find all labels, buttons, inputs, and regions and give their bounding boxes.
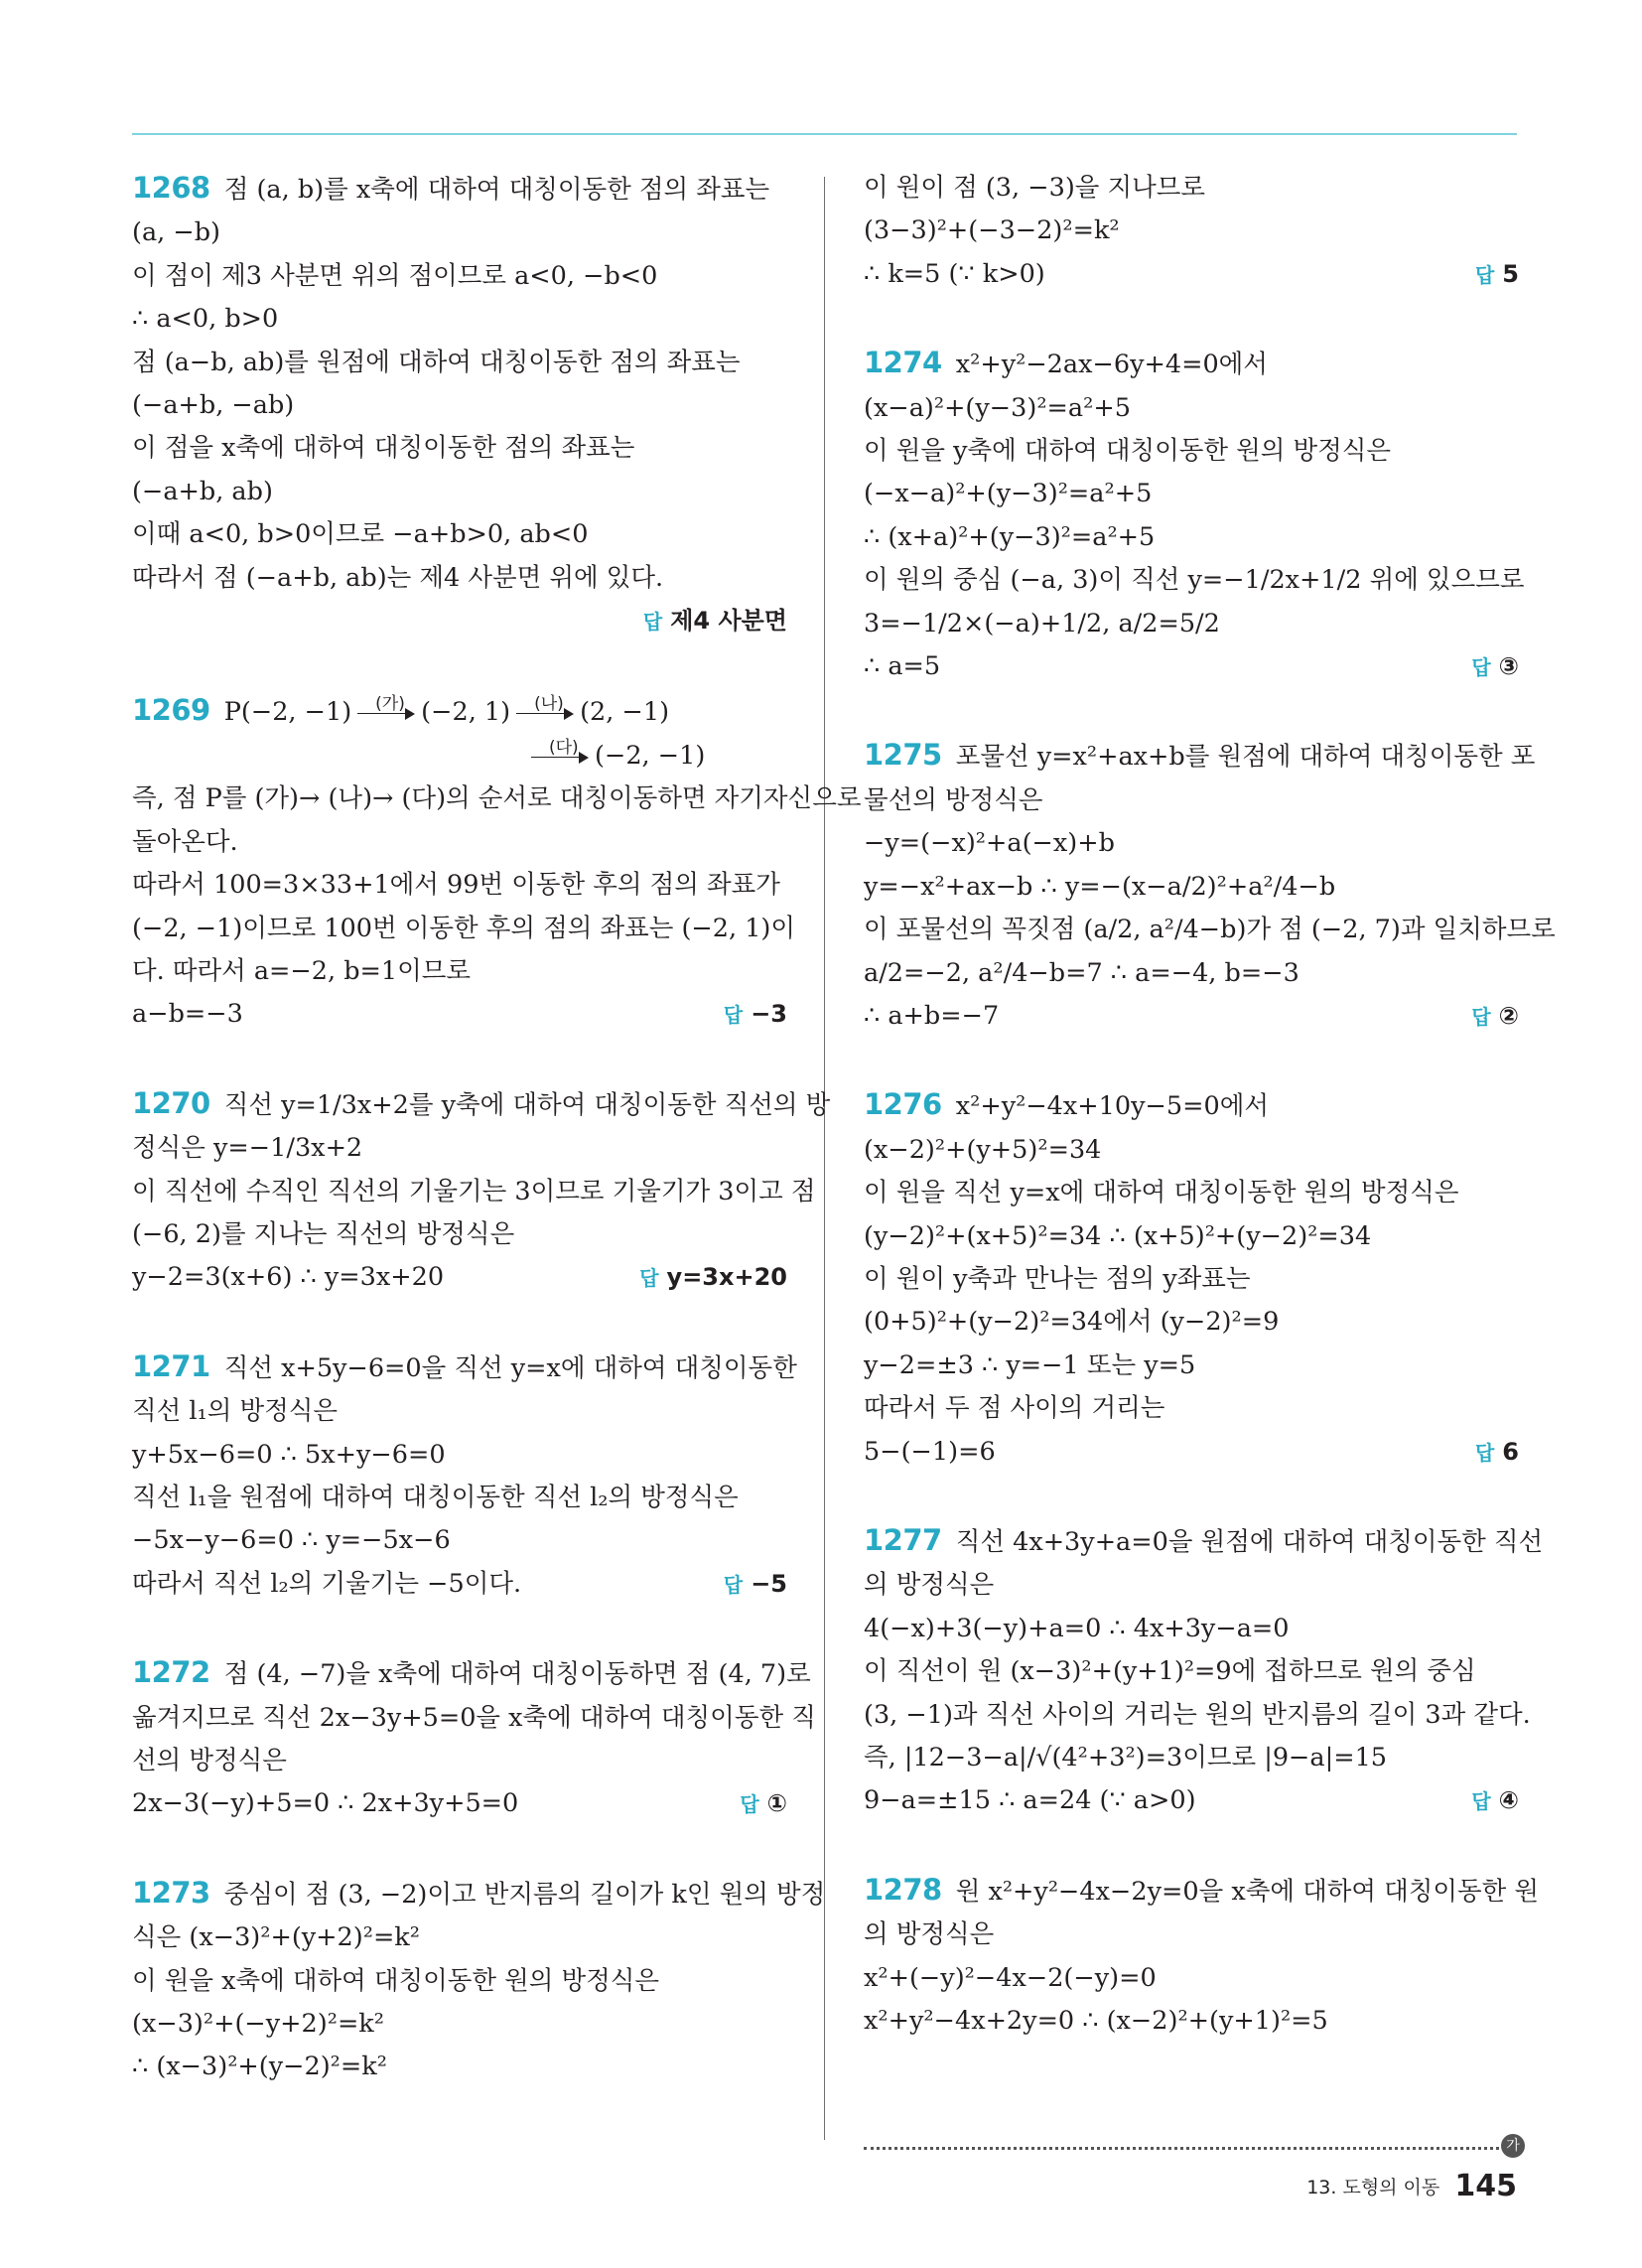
answer — [1471, 995, 1519, 1039]
problem-block — [864, 167, 1519, 296]
solution-line — [132, 2046, 787, 2088]
footer-dotted-rule — [864, 2147, 1499, 2150]
line-text: 이 원이 점 (3, −3)을 지나므로 — [864, 173, 1206, 203]
solution-line — [864, 210, 1519, 252]
line-text: 즉, |12−3−a|/√(4²+3²)=3이므로 |9−a|=15 — [864, 1743, 1388, 1772]
problem-number: 1275 — [864, 738, 942, 773]
problem-block — [132, 1346, 797, 1606]
line-text: 즉, 점 P를 (가)→ (나)→ (다)의 순서로 대칭이동하면 자기자신으로 — [132, 783, 862, 814]
solution-line — [132, 1563, 787, 1606]
chapter-title: 13. 도형의 이동 — [1306, 2177, 1440, 2198]
line-text: 옮겨지므로 직선 2x−3y+5=0을 x축에 대하여 대칭이동한 직 — [132, 1702, 816, 1733]
line-text: 이 원을 y축에 대하여 대칭이동한 원의 방정식은 — [864, 436, 1392, 467]
solution-line — [864, 1258, 1519, 1301]
answer-label: 답 — [642, 610, 663, 635]
line-text: −y=(−x)²+a(−x)+b — [864, 828, 1115, 859]
answer — [1475, 253, 1519, 297]
solution-line — [132, 1171, 816, 1213]
solution-line — [132, 821, 787, 864]
solution-line — [864, 559, 1525, 602]
line-text: ∴ a<0, b>0 — [132, 304, 279, 335]
problem-number: 1277 — [864, 1522, 942, 1557]
line-text: 4(−x)+3(−y)+a=0 ∴ 4x+3y−a=0 — [864, 1613, 1290, 1643]
solution-line — [132, 298, 787, 341]
solution-line — [132, 1916, 787, 1959]
solution-line — [864, 473, 1519, 515]
line-text: (y−2)²+(x+5)²=34 ∴ (x+5)²+(y−2)²=34 — [864, 1220, 1372, 1251]
answer-label: 답 — [1471, 655, 1491, 680]
problem-block — [864, 1083, 1519, 1474]
line-text: (0+5)²+(y−2)²=34에서 (y−2)²=9 — [864, 1307, 1280, 1338]
line-text: 중심이 점 (3, −2)이고 반지름의 길이가 k인 원의 방정 — [223, 1879, 826, 1910]
line-text: −5x−y−6=0 ∴ y=−5x−6 — [132, 1525, 451, 1556]
line-text: ∴ (x+a)²+(y−3)²=a²+5 — [864, 521, 1156, 552]
line-text: (x−a)²+(y−3)²=a²+5 — [864, 392, 1131, 423]
solution-line — [864, 1737, 1519, 1779]
solution-line — [132, 513, 787, 556]
line-text: x²+y²−2ax−6y+4=0에서 — [955, 350, 1268, 380]
line-text: 의 방정식은 — [864, 1570, 995, 1601]
solution-line — [132, 384, 787, 427]
answer — [1471, 1779, 1519, 1823]
solution-line — [864, 866, 1519, 909]
solution-line — [864, 1914, 1519, 1956]
problem-block — [864, 1519, 1544, 1823]
solution-line — [132, 1740, 787, 1782]
solution-line — [864, 734, 1536, 779]
solution-line — [132, 1782, 787, 1825]
line-text: 직선 4x+3y+a=0을 원점에 대하여 대칭이동한 직선 — [955, 1526, 1544, 1557]
solution-line — [864, 822, 1519, 865]
solution-line — [132, 2003, 787, 2046]
left-column — [132, 167, 862, 2135]
line-text: 원 x²+y²−4x−2y=0을 x축에 대하여 대칭이동한 원 — [955, 1876, 1540, 1907]
answer-value: ② — [1498, 1001, 1519, 1030]
solution-line — [864, 516, 1519, 559]
solution-line — [864, 909, 1556, 951]
line-text: 포물선 y=x²+ax+b를 원점에 대하여 대칭이동한 포 — [955, 742, 1536, 773]
line-text: x²+(−y)²−4x−2(−y)=0 — [864, 1962, 1157, 1993]
line-text: y+5x−6=0 ∴ 5x+y−6=0 — [132, 1439, 446, 1470]
answer-label: 답 — [639, 1266, 659, 1291]
solution-line — [132, 1082, 831, 1127]
line-text: 점 (a, b)를 x축에 대하여 대칭이동한 점의 좌표는 — [223, 175, 770, 205]
problem-block — [132, 1651, 816, 1826]
solution-line — [864, 1869, 1540, 1914]
solution-line — [864, 1215, 1519, 1258]
solution-line — [864, 1301, 1519, 1344]
line-text: 이 포물선의 꼭짓점 (a/2, a²/4−b)가 점 (−2, 7)과 일치하므로 — [864, 915, 1556, 945]
solution-line — [132, 993, 787, 1036]
line-text: 이 직선이 원 (x−3)²+(y+1)²=9에 접하므로 원의 중심 — [864, 1656, 1476, 1687]
line-text: 선의 방정식은 — [132, 1746, 287, 1775]
line-text: (−2, −1)이므로 100번 이동한 후의 점의 좌표는 (−2, 1)이 — [132, 913, 796, 943]
line-text: (3, −1)과 직선 사이의 거리는 원의 반지름의 길이 3과 같다. — [864, 1699, 1531, 1730]
line-text: a/2=−2, a²/4−b=7 ∴ a=−4, b=−3 — [864, 957, 1300, 988]
solution-line — [132, 212, 787, 254]
line-text: 2x−3(−y)+5=0 ∴ 2x+3y+5=0 — [132, 1788, 519, 1819]
line-text: 이 점을 x축에 대하여 대칭이동한 점의 좌표는 — [132, 433, 635, 464]
arrow-label: (나) — [534, 694, 564, 715]
answer-value: ④ — [1498, 1786, 1519, 1815]
line-text: 이 원을 직선 y=x에 대하여 대칭이동한 원의 방정식은 — [864, 1178, 1459, 1208]
solution-line — [864, 1129, 1519, 1172]
solution-line — [864, 1564, 1519, 1607]
arrow-label: (다) — [549, 737, 579, 758]
problem-number: 1273 — [132, 1875, 210, 1910]
line-text: 직선 l₁을 원점에 대하여 대칭이동한 직선 l₂의 방정식은 — [132, 1482, 739, 1512]
solution-line — [864, 430, 1519, 473]
line-text: y−2=3(x+6) ∴ y=3x+20 — [132, 1262, 445, 1293]
line-text: ∴ (x−3)²+(y−2)²=k² — [132, 2052, 387, 2082]
answer-value: −3 — [751, 1000, 787, 1029]
arrow-icon — [531, 737, 589, 765]
solution-line — [864, 1083, 1519, 1128]
arrow-icon — [357, 694, 415, 721]
answer-label: 답 — [740, 1792, 759, 1817]
line-text: (x−3)²+(−y+2)²=k² — [132, 2009, 384, 2040]
line-text: 이 원이 y축과 만나는 점의 y좌표는 — [864, 1263, 1251, 1294]
line-text: 이때 a<0, b>0이므로 −a+b>0, ab<0 — [132, 519, 589, 550]
solution-line — [132, 255, 787, 298]
line-text: 5−(−1)=6 — [864, 1436, 996, 1467]
solution-line — [864, 1172, 1519, 1214]
problem-block — [864, 1869, 1540, 2044]
answer — [639, 1256, 787, 1300]
line-text: (3−3)²+(−3−2)²=k² — [864, 215, 1120, 246]
answer — [740, 1782, 787, 1826]
line-text: x²+y²−4x+10y−5=0에서 — [955, 1091, 1269, 1122]
line-text: ∴ a=5 — [864, 651, 941, 682]
solution-line — [132, 557, 787, 600]
problem-number: 1274 — [864, 346, 942, 380]
answer-value: 6 — [1502, 1437, 1519, 1466]
problem-block — [864, 342, 1525, 688]
line-text: 의 방정식은 — [864, 1919, 995, 1950]
line-text: ∴ k=5 (∵ k>0) — [864, 258, 1045, 289]
answer-value: ③ — [1498, 652, 1519, 681]
problem-number: 1276 — [864, 1087, 942, 1122]
solution-line — [864, 1345, 1519, 1387]
top-rule — [132, 133, 1517, 135]
line-text: (−x−a)²+(y−3)²=a²+5 — [864, 479, 1153, 509]
chain-mid: (−2, 1) — [421, 697, 511, 728]
line-text: (x−2)²+(y+5)²=34 — [864, 1134, 1102, 1165]
line-text: 따라서 직선 l₂의 기울기는 −5이다. — [132, 1568, 522, 1599]
problem-number: 1270 — [132, 1085, 210, 1120]
solution-line — [132, 950, 787, 993]
answer-label: 답 — [1474, 1440, 1495, 1465]
solution-line — [132, 427, 787, 470]
solution-line — [132, 471, 787, 513]
solution-line — [132, 1256, 787, 1299]
line-text: 점 (a−b, ab)를 원점에 대하여 대칭이동한 점의 좌표는 — [132, 347, 741, 377]
line-text: 3=−1/2×(−a)+1/2, a/2=5/2 — [864, 608, 1220, 638]
line-text: 따라서 100=3×33+1에서 99번 이동한 후의 점의 좌표가 — [132, 870, 780, 901]
solution-line — [864, 1779, 1519, 1822]
answer — [724, 993, 787, 1037]
solution-line — [864, 952, 1519, 995]
answer-row — [132, 600, 787, 643]
line-text: 이 점이 제3 사분면 위의 점이므로 a<0, −b<0 — [132, 260, 658, 291]
answer-label: 답 — [723, 1003, 744, 1028]
solution-line — [132, 342, 787, 384]
line-text: (−a+b, ab) — [132, 476, 273, 506]
problem-number: 1269 — [132, 693, 210, 728]
page-number: 145 — [1454, 2169, 1517, 2203]
solution-line — [132, 864, 787, 907]
solution-line — [132, 1346, 797, 1390]
problem-block — [132, 167, 787, 643]
line-text: 이 원의 중심 (−a, 3)이 직선 y=−1/2x+1/2 위에 있으므로 — [864, 565, 1525, 596]
solution-line — [132, 1213, 787, 1256]
line-text: 직선 y=1/3x+2를 y축에 대하여 대칭이동한 직선의 방 — [223, 1089, 831, 1120]
line-text: 다. 따라서 a=−2, b=1이므로 — [132, 955, 472, 986]
problem-block — [132, 1872, 826, 2089]
problem-number: 1278 — [864, 1872, 942, 1907]
line-text: ∴ a+b=−7 — [864, 1000, 1000, 1031]
solution-line — [132, 1872, 826, 1916]
arrow-icon — [516, 694, 574, 721]
chain-end: (−2, −1) — [595, 740, 706, 771]
solution-line — [132, 1651, 811, 1696]
solution-line — [864, 1650, 1519, 1693]
answer — [643, 606, 787, 636]
line-text: 점 (4, −7)을 x축에 대하여 대칭이동하면 점 (4, 7)로 — [223, 1659, 811, 1690]
solution-line — [864, 1431, 1519, 1474]
solution-line — [132, 1477, 787, 1519]
line-text: 9−a=±15 ∴ a=24 (∵ a>0) — [864, 1785, 1196, 1816]
line-text: 직선 l₁의 방정식은 — [132, 1396, 339, 1427]
line-text: 이 원을 x축에 대하여 대칭이동한 원의 방정식은 — [132, 1965, 660, 1996]
problem-number: 1271 — [132, 1348, 210, 1383]
answer-label: 답 — [1474, 262, 1495, 287]
solution-line — [864, 1694, 1531, 1737]
column-divider — [824, 177, 825, 2140]
problem-block — [132, 1082, 831, 1300]
line-text: (a, −b) — [132, 217, 221, 248]
line-text: a−b=−3 — [132, 999, 243, 1030]
line-text: (−6, 2)를 지나는 직선의 방정식은 — [132, 1218, 515, 1249]
line-text: (−a+b, −ab) — [132, 390, 295, 421]
solution-line — [864, 342, 1519, 386]
solution-line — [864, 995, 1519, 1038]
answer — [1475, 1431, 1519, 1475]
solution-line — [132, 1519, 787, 1562]
continue-marker: 가 — [1501, 2134, 1525, 2158]
arrow-label: (가) — [375, 694, 405, 715]
answer-label: 답 — [1471, 1789, 1491, 1814]
line-text: y=−x²+ax−b ∴ y=−(x−a/2)²+a²/4−b — [864, 871, 1336, 902]
solution-line — [132, 1127, 787, 1170]
line-text: 물선의 방정식은 — [864, 784, 1043, 815]
problem-number: 1268 — [132, 171, 210, 205]
solution-line — [864, 603, 1519, 645]
solution-line — [864, 2000, 1519, 2043]
solution-line — [132, 1434, 787, 1477]
solution-line — [132, 908, 796, 950]
chain-end: (2, −1) — [580, 697, 670, 728]
chain-start: P(−2, −1) — [223, 697, 352, 728]
line-text: 따라서 점 (−a+b, ab)는 제4 사분면 위에 있다. — [132, 562, 664, 593]
problem-block — [864, 734, 1556, 1038]
solution-line — [132, 1697, 816, 1740]
answer-value: 제4 사분면 — [670, 607, 787, 636]
answer-label: 답 — [1471, 1004, 1491, 1029]
line-text: 돌아온다. — [132, 826, 238, 857]
solution-line — [864, 1608, 1519, 1650]
solution-line — [864, 253, 1519, 296]
solution-line — [864, 1519, 1544, 1564]
solution-line — [132, 1960, 787, 2003]
answer-value: 5 — [1502, 259, 1519, 288]
solution-line — [864, 167, 1519, 210]
answer — [1471, 645, 1519, 689]
line-text: y−2=±3 ∴ y=−1 또는 y=5 — [864, 1349, 1196, 1380]
solution-line — [864, 645, 1519, 688]
solution-line — [864, 1957, 1519, 2000]
line-text: 정식은 y=−1/3x+2 — [132, 1133, 363, 1164]
answer-value: y=3x+20 — [666, 1263, 787, 1292]
problem-number: 1272 — [132, 1655, 210, 1690]
solution-line — [132, 1390, 787, 1433]
page-footer — [1306, 2169, 1517, 2203]
problem-block — [132, 689, 862, 1036]
transform-chain — [132, 689, 787, 734]
solution-line — [132, 778, 862, 820]
solution-line — [864, 780, 1519, 822]
solution-line — [132, 167, 787, 212]
line-text: 이 직선에 수직인 직선의 기울기는 3이므로 기울기가 3이고 점 — [132, 1176, 816, 1206]
transform-chain-2 — [132, 735, 787, 778]
solution-line — [864, 1387, 1519, 1430]
answer-value: ① — [766, 1789, 787, 1818]
line-text: x²+y²−4x+2y=0 ∴ (x−2)²+(y+1)²=5 — [864, 2006, 1328, 2037]
right-column — [864, 167, 1556, 2088]
answer-value: −5 — [751, 1569, 787, 1598]
solution-line — [864, 387, 1519, 430]
answer — [724, 1563, 787, 1607]
answer-label: 답 — [723, 1572, 744, 1597]
line-text: 식은 (x−3)²+(y+2)²=k² — [132, 1922, 420, 1953]
line-text: 따라서 두 점 사이의 거리는 — [864, 1393, 1165, 1424]
line-text: 직선 x+5y−6=0을 직선 y=x에 대하여 대칭이동한 — [223, 1352, 797, 1383]
